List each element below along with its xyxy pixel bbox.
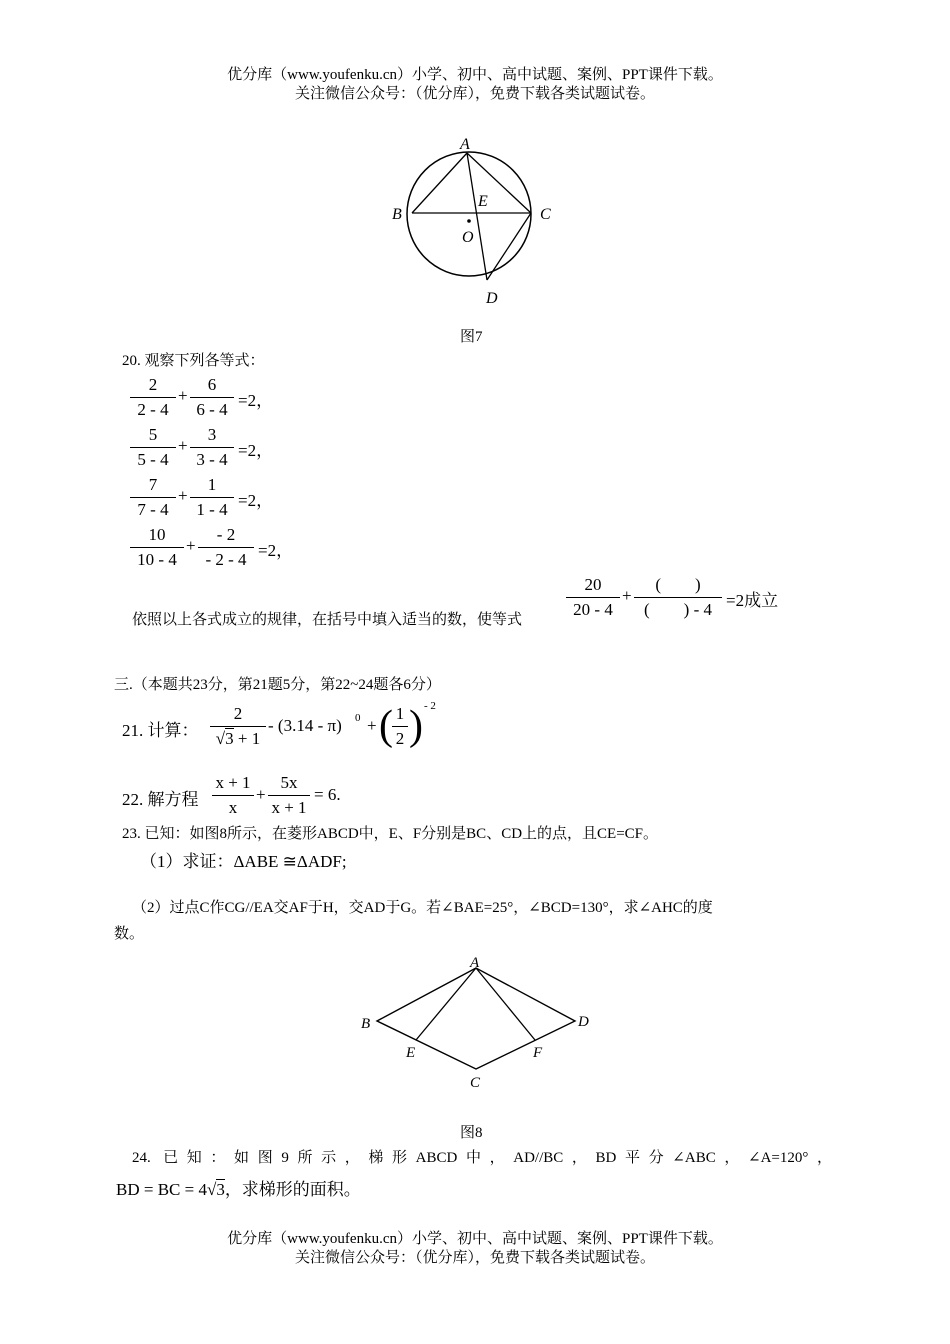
label-f: F <box>533 1045 543 1061</box>
denominator: x <box>228 798 238 817</box>
label-a: A <box>470 955 480 971</box>
q22-fraction-2 <box>268 772 310 819</box>
q21-middle-term: - (3.14 - π) <box>268 716 342 735</box>
q24-line-1: 24. 已知：如图9所示，梯形ABCD中，AD//BC，BD平分∠ABC，∠A=120°， <box>132 1150 832 1166</box>
section-3-title: 三.（本题共23分，第21题5分，第22~24题各6分） <box>114 677 441 693</box>
footer-line-2: 关注微信公众号：（优分库），免费下载各类试题试卷。 <box>294 1250 655 1266</box>
numerator: ( ) <box>655 575 701 594</box>
plus-sign: + <box>256 785 266 804</box>
segment-af <box>476 968 535 1040</box>
fraction <box>566 574 620 621</box>
q23-line-2: （1）求证：ΔABE ≅ΔADF; <box>140 852 347 871</box>
segment-ae <box>416 968 476 1040</box>
rhs: =2， <box>238 441 274 460</box>
figure-8-caption: 图8 <box>460 1125 483 1141</box>
label-c: C <box>540 206 551 223</box>
denominator: 2 <box>395 729 405 748</box>
q21-fraction <box>210 703 266 750</box>
denominator: 10 - 4 <box>137 550 177 569</box>
denominator: √3 + 1 <box>215 729 261 748</box>
denominator-tail: + 1 <box>237 729 261 748</box>
fraction <box>130 374 176 421</box>
numerator: 2 <box>233 704 243 723</box>
rhs: =2， <box>238 491 274 510</box>
numerator: 1 <box>207 475 217 494</box>
denominator: 20 - 4 <box>573 600 613 619</box>
fraction <box>198 524 254 571</box>
header-line-2: 关注微信公众号：（优分库），免费下载各类试题试卷。 <box>294 86 655 102</box>
label-b: B <box>361 1016 371 1032</box>
fraction <box>190 374 234 421</box>
center-point-o <box>467 219 471 223</box>
label-e: E <box>478 193 488 210</box>
figure-8-rhombus-diagram <box>355 950 605 1090</box>
denominator: 3 - 4 <box>196 450 228 469</box>
footer-line-1: 优分库（www.youfenku.cn）小学、初中、高中试题、案例、PPT课件下载。 <box>227 1231 723 1247</box>
q24-line-2: BD = BC = 4√3，求梯形的面积。 <box>116 1180 361 1199</box>
label-c: C <box>470 1075 481 1090</box>
fraction <box>130 524 184 571</box>
numerator: x + 1 <box>215 773 251 792</box>
denominator: 7 - 4 <box>137 500 169 519</box>
numerator: - 2 <box>216 525 236 544</box>
circle-o <box>407 152 531 276</box>
numerator: 10 <box>148 525 166 544</box>
q24-ask: ，求梯形的面积。 <box>224 1180 361 1199</box>
plus-sign: + <box>367 716 377 735</box>
q20-stem: 20. 观察下列各等式： <box>122 353 265 369</box>
denominator: 6 - 4 <box>196 400 228 419</box>
rhs: =2， <box>258 541 294 560</box>
denominator: 2 - 4 <box>137 400 169 419</box>
segment-ad <box>467 153 487 280</box>
q24-equation: BD = BC = 4 <box>116 1180 207 1199</box>
q20-ask-text: 依照以上各式成立的规律，在括号中填入适当的数，使等式 <box>132 612 523 628</box>
label-e: E <box>406 1045 416 1061</box>
q23-line-1: 23. 已知：如图8所示，在菱形ABCD中，E、F分别是BC、CD上的点，且CE=CF。 <box>122 826 659 842</box>
q21-half <box>392 703 408 750</box>
numerator: 20 <box>584 575 602 594</box>
denominator: x + 1 <box>271 798 307 817</box>
denominator: - 2 - 4 <box>205 550 247 569</box>
q22-label: 22. 解方程 <box>122 790 199 809</box>
header-line-1: 优分库（www.youfenku.cn）小学、初中、高中试题、案例、PPT课件下载。 <box>227 67 723 83</box>
denominator: 1 - 4 <box>196 500 228 519</box>
q23-line-3: （2）过点C作CG//EA交AF于H，交AD于G。若∠BAE=25°，∠BCD=130°，求∠AHC的度 <box>132 900 713 916</box>
q21-exponent: - 2 <box>424 700 436 712</box>
label-d: D <box>486 290 498 307</box>
fraction <box>130 424 176 471</box>
segment-cd <box>487 213 531 280</box>
segment-ab <box>412 153 467 213</box>
numerator: 7 <box>148 475 158 494</box>
numerator: 2 <box>148 375 158 394</box>
fraction <box>130 474 176 521</box>
label-a: A <box>460 136 470 153</box>
segment-ac <box>467 153 531 213</box>
rhs: =2成立 <box>726 591 779 610</box>
fraction <box>634 574 722 621</box>
figure-7-circle-diagram <box>380 130 560 310</box>
q21-label: 21. 计算： <box>122 721 199 740</box>
label-b: B <box>392 206 402 223</box>
fraction <box>190 474 234 521</box>
rhs: = 6. <box>314 785 341 804</box>
label-d: D <box>578 1014 589 1030</box>
numerator: 1 <box>395 704 405 723</box>
q21-zero-exponent: 0 <box>355 712 361 724</box>
q23-line-4: 数。 <box>114 926 145 942</box>
denominator: 5 - 4 <box>137 450 169 469</box>
numerator: 5 <box>148 425 158 444</box>
radicand: 3 <box>216 1180 225 1199</box>
numerator: 6 <box>207 375 217 394</box>
radicand: 3 <box>225 729 234 748</box>
numerator: 5x <box>280 773 298 792</box>
denominator: ( ) - 4 <box>644 600 712 619</box>
figure-7-caption: 图7 <box>460 329 483 345</box>
rhs: =2， <box>238 391 274 410</box>
label-o: O <box>462 229 474 246</box>
q22-fraction-1 <box>212 772 254 819</box>
numerator: 3 <box>207 425 217 444</box>
fraction <box>190 424 234 471</box>
